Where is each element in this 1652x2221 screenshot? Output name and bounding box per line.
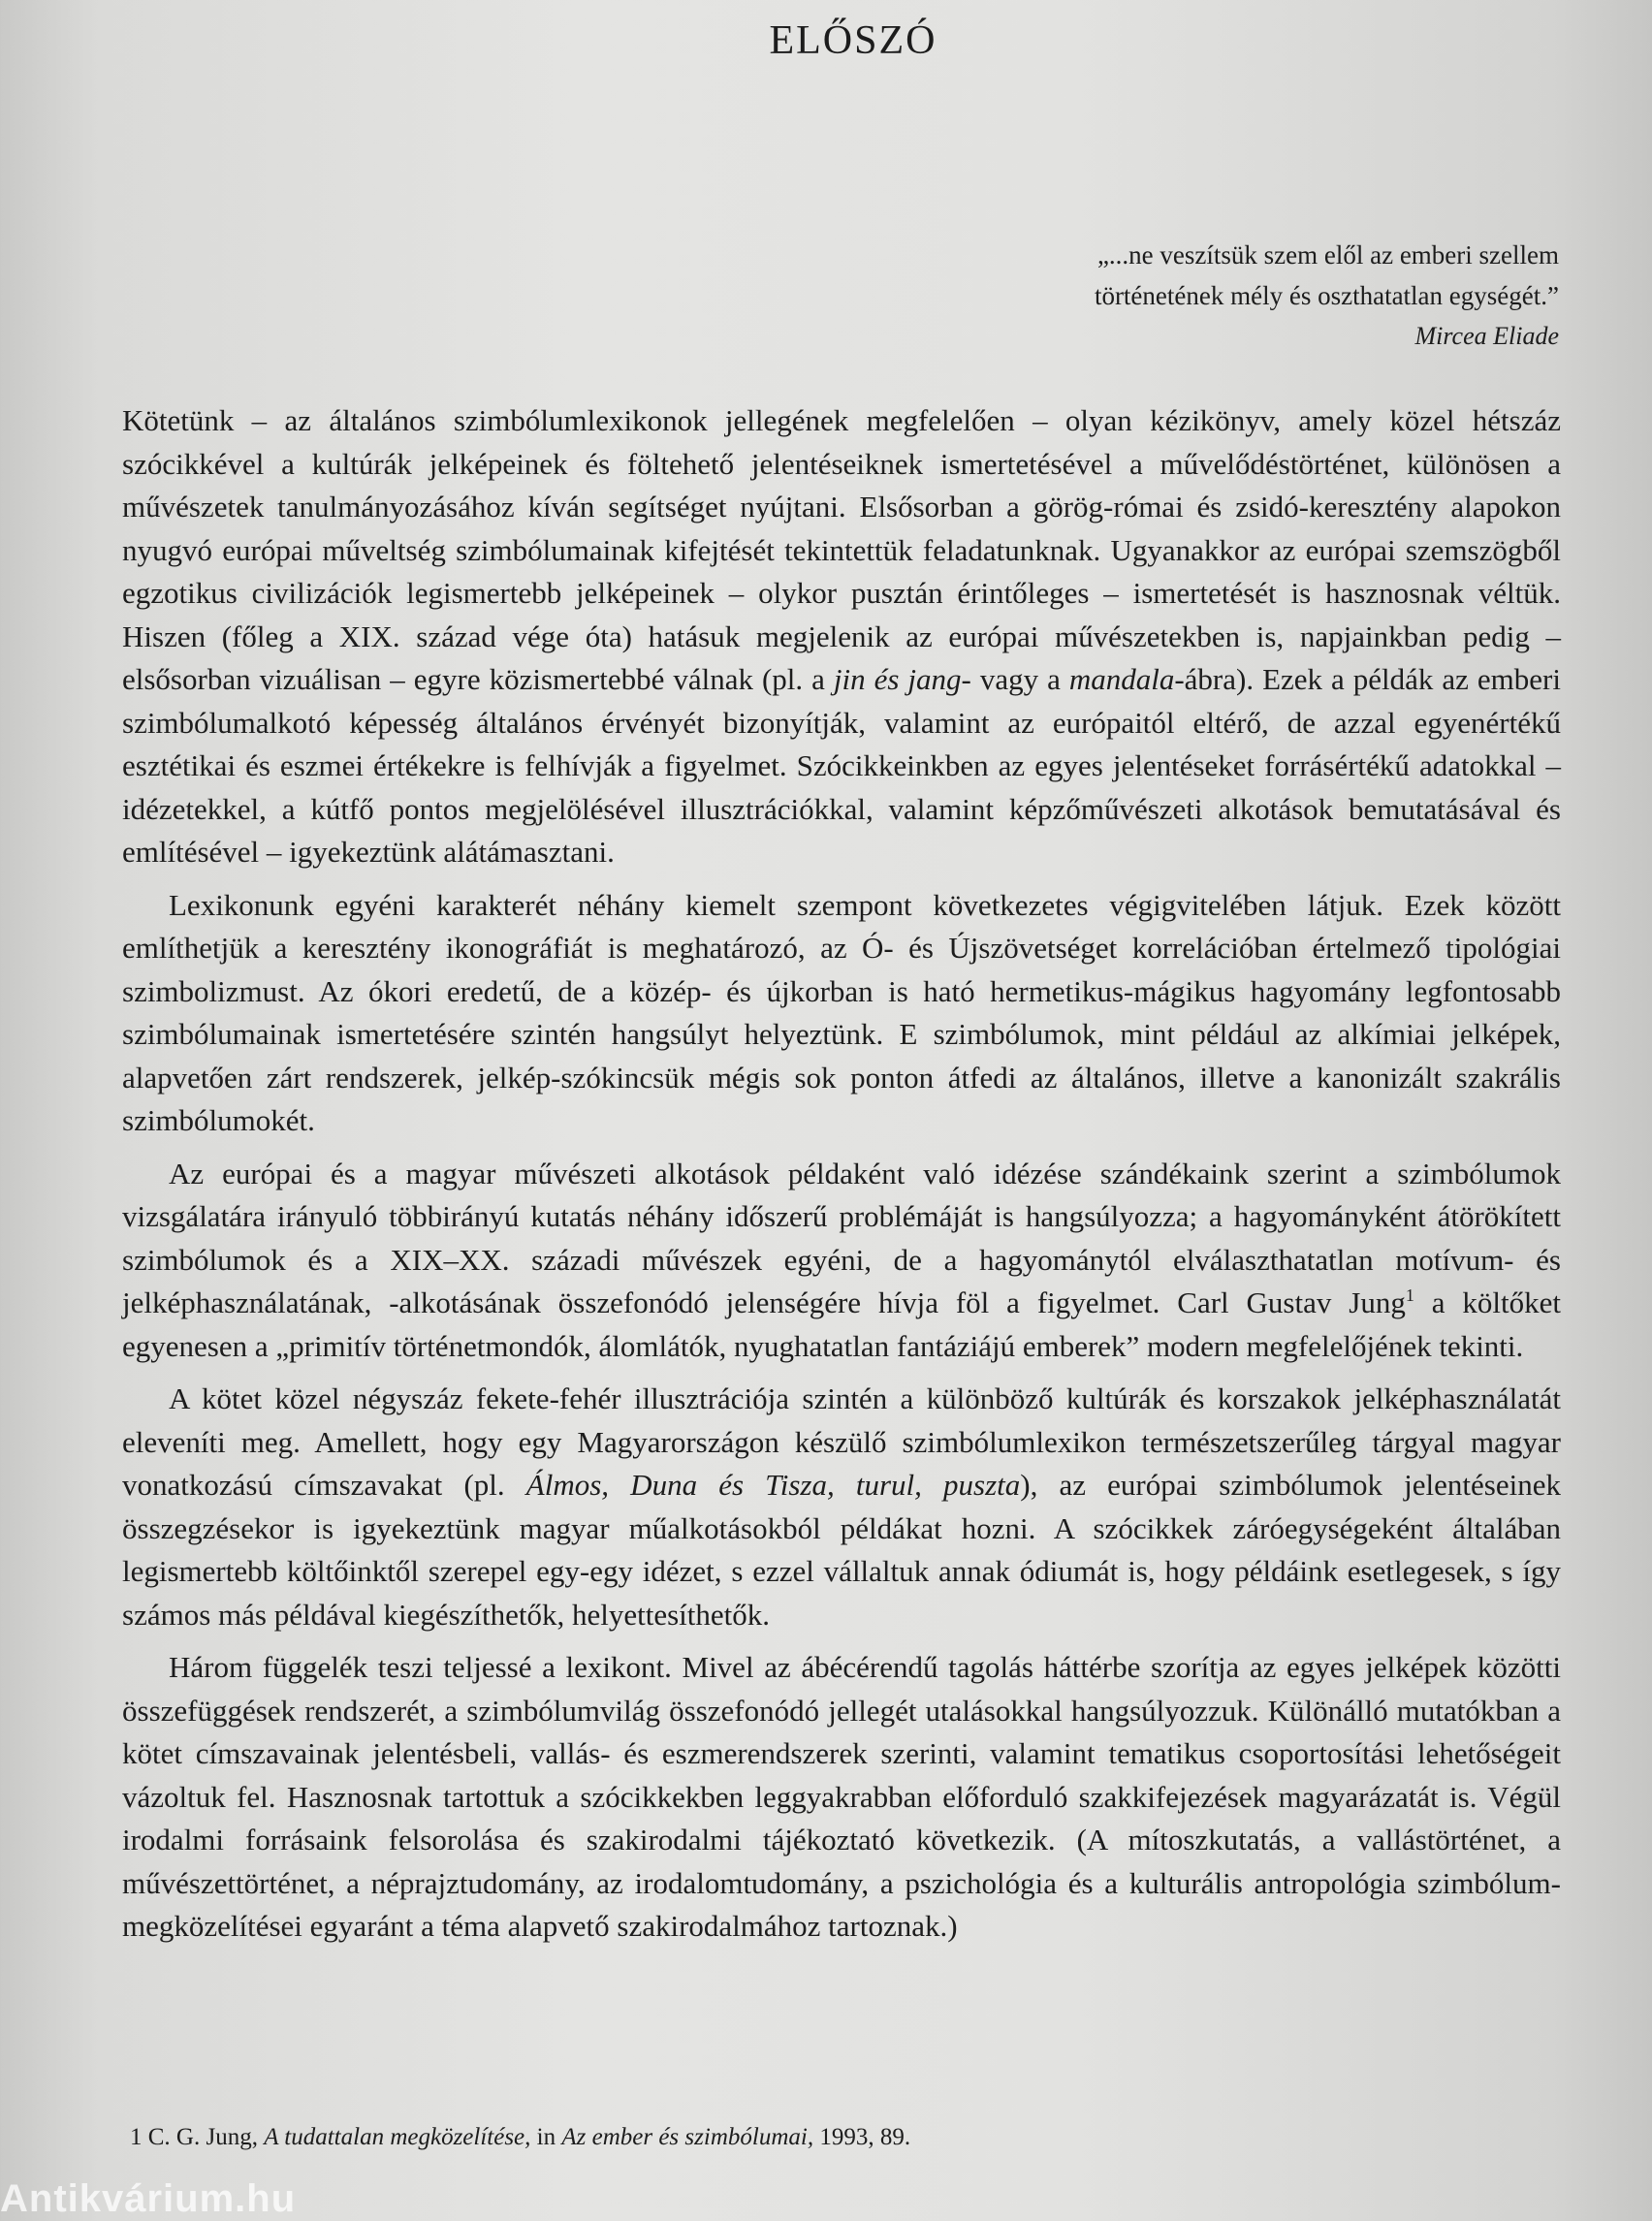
paragraph-2: Lexikonunk egyéni karakterét néhány kiemelt szempont következetes végigvitelében látjuk. Ezek között említhetjük a keresztény ikonográfiát is meghatározó, az Ó- és Újszövetséget korrelációban értelmező tipológiai szimbolizmust. Az ókori eredetű, de a közép- és újkorban is ható hermetikus-mágikus hagyomány legfontosabb szimbólumainak ismertetésére szintén hangsúlyt helyeztünk. E szimbólumok, mint például az alkímiai jelképek, alapvetően zárt rendszerek, jelkép-szókincsük mégis sok ponton átfedi az általános, illetve a kanonizált szakrális szimbólumokét. xyxy=(122,887,1561,1137)
footnote-author: C. G. Jung, xyxy=(147,2124,258,2150)
paragraph-4 xyxy=(122,1378,1561,1636)
footnote-number: 1 xyxy=(130,2124,143,2150)
epigraph-line-2: történetének mély és oszthatatlan egységét.” xyxy=(1094,281,1559,310)
paragraph-5: Három függelék teszi teljessé a lexikont. Mivel az ábécérendű tagolás háttérbe szorítja az egyes jelképek közötti összefüggések rendszerét, a szimbólumvilág összefonódó jellegét utalásokkal hangsúlyozzuk. Különálló mutatókban a kötet címszavainak jelentésbeli, vallás- és eszmerendszerek szerinti, valamint tematikus csoportosítási lehetőségeit vázoltuk fel. Hasznosnak tartottuk a szócikkekben leggyakrabban előforduló szakkifejezések magyarázatát is. Végül irodalmi forrásaink felsorolása és szakirodalmi tájékoztató következik. (A mítoszkutatás, a vallástörténet, a művészettörténet, a néprajztudomány, az irodalomtudomány, a pszichológia és a kulturális antropológia szimbólum-megközelítései egyaránt a téma alapvető szakirodalmához tartoznak.) xyxy=(122,1650,1561,1943)
epigraph-line-1: „...ne veszítsük szem elől az emberi szellem xyxy=(1096,240,1559,270)
paragraph-1-text-b: vagy a xyxy=(970,662,1069,696)
page-title: ELŐSZÓ xyxy=(769,18,937,63)
footnote-ref: 1 xyxy=(1405,1285,1414,1305)
paragraph-3-text-a: Az európai és a magyar művészeti alkotások példaként való idézése szándékaink szerint a szimbólumok vizsgálatára irányuló többirányú kutatás néhány időszerű problémáját is hangsúlyozza; a hagyományként átörökített szimbólumok és a XIX–XX. századi művészek egyéni, de a hagyománytól elválaszthatatlan motívum- és jelképhasználatának, -alkotásának összefonódó jelenségére hívja föl a figyelmet. Carl Gustav Jung xyxy=(122,1156,1561,1319)
footnote-rest: 1993, 89. xyxy=(819,2124,911,2150)
body-text xyxy=(122,399,1561,1958)
watermark: Antikvárium.hu xyxy=(0,2177,297,2220)
footnote-in: in xyxy=(536,2124,556,2150)
footnote-book: Az ember és szimbólumai, xyxy=(561,2124,814,2150)
paragraph-4-text-a: A kötet közel négyszáz fekete-fehér illusztrációja szintén a különböző kultúrák és korszakok jelképhasználatát eleveníti meg. Amellett, hogy egy Magyarországon készülő szimbólumlexikon természetszerűleg tárgyal magyar vonatkozású címszavakat (pl. xyxy=(122,1381,1561,1502)
paragraph-3 xyxy=(122,1153,1561,1369)
paragraph-4-text-b: ), az európai szimbólumok jelentéseinek összegzésekor is igyekeztünk magyar műalkotásokból példákat hozni. A szócikkek záróegységeként általában legismertebb költőinktől szerepel egy-egy idézet, s ezzel vállaltuk annak ódiumát is, hogy példáink esetlegesek, s így számos más példával kiegészíthetők, helyettesíthetők. xyxy=(122,1468,1561,1632)
footnote xyxy=(130,2121,1487,2154)
paragraph-4-italic-examples: Álmos, Duna és Tisza, turul, puszta xyxy=(525,1468,1021,1502)
paragraph-1-text-c: -ábra). Ezek a példák az emberi szimbólumalkotó képesség általános érvényét bizonyítják, valamint az európaitól eltérő, de azzal egyenértékű esztétikai és eszmei értékekre is felhívják a figyelmet. Szócikkeinkben az egyes jelentéseket forrásértékű adatokkal – idézetekkel, a kútfő pontos megjelölésével illusztrációkkal, valamint képzőművészeti alkotások bemutatásával és említésével – igyekeztünk alátámasztani. xyxy=(122,662,1561,869)
paragraph-1 xyxy=(122,399,1561,874)
epigraph xyxy=(938,235,1559,357)
paragraph-3-text-b: a költőket egyenesen a „primitív történetmondók, álomlátók, nyughatatlan fantáziájú emberek” modern megfelelőjének tekinti. xyxy=(122,1285,1561,1363)
paragraph-1-italic-jin-jang: jin és jang- xyxy=(833,662,971,696)
footnote-title: A tudattalan megközelítése, xyxy=(264,2124,531,2150)
epigraph-author: Mircea Eliade xyxy=(1414,322,1559,350)
paragraph-1-text-a: Kötetünk – az általános szimbólumlexikonok jellegének megfelelően – olyan kézikönyv, amely közel hétszáz szócikkével a kultúrák jelképeinek és föltehető jelentéseiknek ismertetésével a művelődéstörténet, különösen a művészetek tanulmányozásához kíván segítséget nyújtani. Elsősorban a görög-római és zsidó-keresztény alapokon nyugvó európai műveltség szimbólumainak kifejtését tekintettük feladatunknak. Ugyanakkor az európai szemszögből egzotikus civilizációk legismertebb jelképeinek – olykor pusztán érintőleges – ismertetését is hasznosnak véltük. Hiszen (főleg a XIX. század vége óta) hatásuk megjelenik az európai művészetekben is, napjainkban pedig – elsősorban vizuálisan – egyre közismertebbé válnak (pl. a xyxy=(122,403,1561,696)
paragraph-1-italic-mandala: mandala xyxy=(1068,662,1175,696)
